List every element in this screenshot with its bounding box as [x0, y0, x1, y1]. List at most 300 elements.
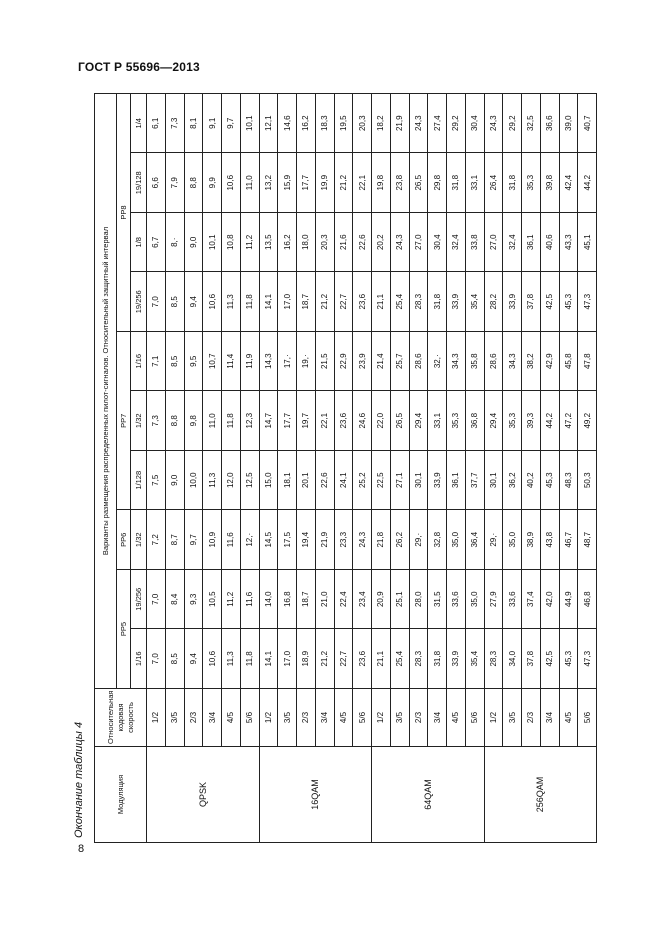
value-cell: 29,2: [503, 94, 522, 154]
value-cell: 21,6: [334, 213, 353, 273]
value-cell: 27,4: [428, 94, 447, 154]
value-cell: 47,3: [578, 629, 597, 689]
pp-group-header: PP7: [117, 332, 131, 511]
value-cell: 17,·: [278, 332, 297, 392]
code-rate-cell: 1/2: [147, 689, 166, 747]
value-cell: 27,0: [484, 213, 503, 273]
value-cell: 29,·: [484, 510, 503, 570]
value-cell: 9,8: [184, 391, 203, 451]
value-cell: 34,3: [447, 332, 466, 392]
table-row: [278, 94, 297, 843]
value-cell: 35,4: [465, 272, 484, 332]
value-cell: 31,8: [428, 272, 447, 332]
value-cell: 21,2: [315, 629, 334, 689]
table-row: [259, 94, 278, 843]
value-cell: 22,7: [334, 272, 353, 332]
value-cell: 37,4: [522, 570, 541, 630]
value-cell: 17,5: [278, 510, 297, 570]
code-rate-cell: 2/3: [522, 689, 541, 747]
value-cell: 22,4: [334, 570, 353, 630]
table-row: [428, 94, 447, 843]
value-cell: 47,2: [559, 391, 578, 451]
value-cell: 14,7: [259, 391, 278, 451]
value-cell: 10,8: [222, 213, 241, 273]
value-cell: 23,6: [334, 391, 353, 451]
value-cell: 37,8: [522, 272, 541, 332]
value-cell: 34,0: [503, 629, 522, 689]
value-cell: 47,3: [578, 272, 597, 332]
value-cell: 11,0: [203, 391, 222, 451]
value-cell: 40,2: [522, 451, 541, 511]
value-cell: 11,6: [222, 510, 241, 570]
value-cell: 25,4: [390, 629, 409, 689]
code-rate-cell: 3/4: [315, 689, 334, 747]
value-cell: 21,8: [372, 510, 391, 570]
value-cell: 9,7: [184, 510, 203, 570]
value-cell: 24,3: [409, 94, 428, 154]
value-cell: 29,2: [447, 94, 466, 154]
value-cell: 12,0: [222, 451, 241, 511]
value-cell: 21,9: [315, 510, 334, 570]
value-cell: 28,3: [409, 629, 428, 689]
value-cell: 24,6: [353, 391, 372, 451]
value-cell: 11,8: [240, 272, 259, 332]
code-rate-cell: 2/3: [184, 689, 203, 747]
value-cell: 23,6: [353, 629, 372, 689]
value-cell: 9,5: [184, 332, 203, 392]
value-cell: 14,3: [259, 332, 278, 392]
value-cell: 21,2: [334, 153, 353, 213]
value-cell: 9,3: [184, 570, 203, 630]
value-cell: 32,4: [447, 213, 466, 273]
value-cell: 10,9: [203, 510, 222, 570]
pp-group-header: PP6: [117, 510, 131, 570]
value-cell: 11,3: [222, 272, 241, 332]
value-cell: 17,7: [278, 391, 297, 451]
value-cell: 34,3: [503, 332, 522, 392]
value-cell: 10,6: [203, 272, 222, 332]
value-cell: 23,6: [353, 272, 372, 332]
value-cell: 16,2: [297, 94, 316, 154]
value-cell: 36,4: [465, 510, 484, 570]
value-cell: 30,4: [465, 94, 484, 154]
value-cell: 22,1: [353, 153, 372, 213]
value-cell: 14,0: [259, 570, 278, 630]
value-cell: 20,1: [297, 451, 316, 511]
value-cell: 11,2: [240, 213, 259, 273]
value-cell: 33,9: [447, 629, 466, 689]
value-cell: 39,3: [522, 391, 541, 451]
value-cell: 35,3: [503, 391, 522, 451]
value-cell: 35,0: [503, 510, 522, 570]
value-cell: 44,9: [559, 570, 578, 630]
value-cell: 11,9: [240, 332, 259, 392]
table-row: [334, 94, 353, 843]
value-cell: 32,4: [503, 213, 522, 273]
value-cell: 11,6: [240, 570, 259, 630]
value-cell: 31,8: [428, 629, 447, 689]
value-cell: 30,1: [409, 451, 428, 511]
value-cell: 17,7: [297, 153, 316, 213]
value-cell: 28,0: [409, 570, 428, 630]
value-cell: 48,7: [578, 510, 597, 570]
value-cell: 20,3: [353, 94, 372, 154]
value-cell: 7,9: [165, 153, 184, 213]
value-cell: 24,3: [353, 510, 372, 570]
value-cell: 45,3: [559, 272, 578, 332]
value-cell: 11,3: [222, 629, 241, 689]
value-cell: 7,1: [147, 332, 166, 392]
value-cell: 36,6: [540, 94, 559, 154]
value-cell: 7,3: [165, 94, 184, 154]
value-cell: 9,0: [165, 451, 184, 511]
value-cell: 42,5: [540, 629, 559, 689]
value-cell: 15,9: [278, 153, 297, 213]
value-cell: 14,1: [259, 272, 278, 332]
value-cell: 9,0: [184, 213, 203, 273]
value-cell: 36,2: [503, 451, 522, 511]
value-cell: 18,1: [278, 451, 297, 511]
table-row: [203, 94, 222, 843]
pp-group-header: PP8: [117, 94, 131, 332]
table-row: [184, 94, 203, 843]
table-row: [353, 94, 372, 843]
guard-interval-header: 19/128: [131, 153, 147, 213]
value-cell: 21,1: [372, 272, 391, 332]
value-cell: 33,8: [465, 213, 484, 273]
table-caption: Окончание таблицы 4: [73, 721, 85, 838]
value-cell: 19,9: [315, 153, 334, 213]
value-cell: 6,7: [147, 213, 166, 273]
value-cell: 35,0: [465, 570, 484, 630]
value-cell: 26,5: [409, 153, 428, 213]
value-cell: 18,3: [315, 94, 334, 154]
value-cell: 10,1: [240, 94, 259, 154]
value-cell: 27,9: [484, 570, 503, 630]
document-header: ГОСТ Р 55696—2013: [78, 60, 200, 74]
value-cell: 45,3: [540, 451, 559, 511]
value-cell: 23,9: [353, 332, 372, 392]
value-cell: 8,7: [165, 510, 184, 570]
value-cell: 22,7: [334, 629, 353, 689]
value-cell: 27,1: [390, 451, 409, 511]
guard-interval-header: 1/16: [131, 332, 147, 392]
value-cell: 14,1: [259, 629, 278, 689]
value-cell: 39,0: [559, 94, 578, 154]
value-cell: 21,1: [372, 629, 391, 689]
value-cell: 8,8: [165, 391, 184, 451]
value-cell: 42,4: [559, 153, 578, 213]
modulation-cell: 256QAM: [484, 747, 597, 843]
table-row: [447, 94, 466, 843]
value-cell: 11,4: [222, 332, 241, 392]
value-cell: 12,1: [259, 94, 278, 154]
table-row: [315, 94, 334, 843]
value-cell: 31,8: [503, 153, 522, 213]
value-cell: 18,9: [297, 629, 316, 689]
value-cell: 23,3: [334, 510, 353, 570]
value-cell: 36,1: [447, 451, 466, 511]
value-cell: 9,7: [222, 94, 241, 154]
guard-interval-header: 19/256: [131, 570, 147, 630]
value-cell: 44,2: [578, 153, 597, 213]
value-cell: 43,3: [559, 213, 578, 273]
guard-interval-header: 1/4: [131, 94, 147, 154]
value-cell: 12,3: [240, 391, 259, 451]
guard-interval-header: 19/256: [131, 272, 147, 332]
value-cell: 7,0: [147, 570, 166, 630]
value-cell: 9,1: [203, 94, 222, 154]
value-cell: 39,8: [540, 153, 559, 213]
code-rate-cell: 4/5: [222, 689, 241, 747]
value-cell: 35,3: [522, 153, 541, 213]
table-row: [522, 94, 541, 843]
table-row: [559, 94, 578, 843]
value-cell: 29,·: [409, 510, 428, 570]
guard-interval-header: 1/16: [131, 629, 147, 689]
value-cell: 11,8: [222, 391, 241, 451]
value-cell: 33,1: [465, 153, 484, 213]
value-cell: 9,9: [203, 153, 222, 213]
code-rate-cell: 5/6: [353, 689, 372, 747]
code-rate-cell: 1/2: [372, 689, 391, 747]
value-cell: 19,·: [297, 332, 316, 392]
value-cell: 38,9: [522, 510, 541, 570]
pp-group-header: PP5: [117, 570, 131, 689]
value-cell: 24,3: [484, 94, 503, 154]
value-cell: 16,2: [278, 213, 297, 273]
code-rate-cell: 1/2: [259, 689, 278, 747]
value-cell: 12,·: [240, 510, 259, 570]
value-cell: 43,8: [540, 510, 559, 570]
code-rate-cell: 1/2: [484, 689, 503, 747]
modulation-cell: QPSK: [147, 747, 260, 843]
table-row: [297, 94, 316, 843]
value-cell: 9,4: [184, 629, 203, 689]
value-cell: 32,8: [428, 510, 447, 570]
table-row: [390, 94, 409, 843]
value-cell: 8,1: [184, 94, 203, 154]
value-cell: 33,9: [428, 451, 447, 511]
value-cell: 22,6: [315, 451, 334, 511]
value-cell: 22,5: [372, 451, 391, 511]
value-cell: 28,3: [484, 629, 503, 689]
value-cell: 28,3: [409, 272, 428, 332]
value-cell: 26,5: [390, 391, 409, 451]
code-rate-cell: 2/3: [409, 689, 428, 747]
modulation-cell: 64QAM: [372, 747, 485, 843]
value-cell: 8,4: [165, 570, 184, 630]
value-cell: 45,1: [578, 213, 597, 273]
value-cell: 6,6: [147, 153, 166, 213]
value-cell: 6,1: [147, 94, 166, 154]
code-rate-cell: 3/4: [203, 689, 222, 747]
value-cell: 13,5: [259, 213, 278, 273]
value-cell: 19,5: [334, 94, 353, 154]
value-cell: 42,5: [540, 272, 559, 332]
value-cell: 14,6: [278, 94, 297, 154]
value-cell: 33,6: [447, 570, 466, 630]
value-cell: 44,2: [540, 391, 559, 451]
value-cell: 11,3: [203, 451, 222, 511]
code-rate-cell: 2/3: [297, 689, 316, 747]
value-cell: 20,9: [372, 570, 391, 630]
value-cell: 22,6: [353, 213, 372, 273]
value-cell: 22,9: [334, 332, 353, 392]
value-cell: 28,2: [484, 272, 503, 332]
table-row: [147, 94, 166, 843]
value-cell: 14,5: [259, 510, 278, 570]
guard-interval-header: 1/32: [131, 391, 147, 451]
code-rate-cell: 3/4: [540, 689, 559, 747]
value-cell: 18,0: [297, 213, 316, 273]
value-cell: 19,4: [297, 510, 316, 570]
code-rate-cell: 3/5: [278, 689, 297, 747]
value-cell: 33,9: [447, 272, 466, 332]
value-cell: 36,8: [465, 391, 484, 451]
value-cell: 35,0: [447, 510, 466, 570]
value-cell: 46,8: [578, 570, 597, 630]
code-rate-header: Относительная кодовая скорость: [95, 689, 147, 747]
table-container: [94, 93, 597, 843]
value-cell: 27,0: [409, 213, 428, 273]
value-cell: 7,2: [147, 510, 166, 570]
guard-interval-header: 1/32: [131, 510, 147, 570]
value-cell: 21,9: [390, 94, 409, 154]
value-cell: 10,5: [203, 570, 222, 630]
code-rate-cell: 3/5: [503, 689, 522, 747]
value-cell: 20,3: [315, 213, 334, 273]
value-cell: 40,6: [540, 213, 559, 273]
value-cell: 29,4: [409, 391, 428, 451]
value-cell: 35,3: [447, 391, 466, 451]
table-row: [222, 94, 241, 843]
value-cell: 7,3: [147, 391, 166, 451]
value-cell: 15,0: [259, 451, 278, 511]
value-cell: 10,6: [222, 153, 241, 213]
value-cell: 21,5: [315, 332, 334, 392]
code-rate-cell: 5/6: [240, 689, 259, 747]
value-cell: 42,0: [540, 570, 559, 630]
value-cell: 22,1: [315, 391, 334, 451]
value-cell: 31,8: [447, 153, 466, 213]
value-cell: 48,3: [559, 451, 578, 511]
value-cell: 35,8: [465, 332, 484, 392]
code-rate-cell: 5/6: [465, 689, 484, 747]
table-row: [578, 94, 597, 843]
value-cell: 10,0: [184, 451, 203, 511]
guard-interval-header: 1/128: [131, 451, 147, 511]
value-cell: 8,5: [165, 272, 184, 332]
value-cell: 40,7: [578, 94, 597, 154]
value-cell: 37,8: [522, 629, 541, 689]
modulation-cell: 16QAM: [259, 747, 372, 843]
table-row: [372, 94, 391, 843]
value-cell: 11,2: [222, 570, 241, 630]
code-rate-cell: 3/5: [390, 689, 409, 747]
code-rate-cell: 4/5: [559, 689, 578, 747]
variants-header: Варианты размещения распределенных пилот-сигналов. Относительный защитный интервал: [95, 94, 117, 689]
table-row: [409, 94, 428, 843]
table-row: [484, 94, 503, 843]
value-cell: 11,8: [240, 629, 259, 689]
value-cell: 18,7: [297, 272, 316, 332]
value-cell: 21,4: [372, 332, 391, 392]
value-cell: 10,1: [203, 213, 222, 273]
value-cell: 30,4: [428, 213, 447, 273]
value-cell: 8,8: [184, 153, 203, 213]
value-cell: 19,7: [297, 391, 316, 451]
value-cell: 7,5: [147, 451, 166, 511]
value-cell: 23,8: [390, 153, 409, 213]
value-cell: 49,2: [578, 391, 597, 451]
table-row: [165, 94, 184, 843]
guard-interval-header: 1/8: [131, 213, 147, 273]
value-cell: 17,0: [278, 629, 297, 689]
value-cell: 11,0: [240, 153, 259, 213]
value-cell: 26,2: [390, 510, 409, 570]
value-cell: 45,8: [559, 332, 578, 392]
value-cell: 21,0: [315, 570, 334, 630]
value-cell: 42,9: [540, 332, 559, 392]
value-cell: 8,5: [165, 332, 184, 392]
value-cell: 25,7: [390, 332, 409, 392]
value-cell: 19,8: [372, 153, 391, 213]
table-row: [503, 94, 522, 843]
value-cell: 32,5: [522, 94, 541, 154]
value-cell: 22,0: [372, 391, 391, 451]
value-cell: 35,4: [465, 629, 484, 689]
value-cell: 32,·: [428, 332, 447, 392]
code-rate-cell: 3/5: [165, 689, 184, 747]
value-cell: 20,2: [372, 213, 391, 273]
value-cell: 30,1: [484, 451, 503, 511]
code-rate-cell: 4/5: [447, 689, 466, 747]
value-cell: 25,4: [390, 272, 409, 332]
value-cell: 16,8: [278, 570, 297, 630]
code-rate-cell: 5/6: [578, 689, 597, 747]
value-cell: 38,2: [522, 332, 541, 392]
value-cell: 47,8: [578, 332, 597, 392]
code-rate-cell: 3/4: [428, 689, 447, 747]
value-cell: 18,7: [297, 570, 316, 630]
value-cell: 33,1: [428, 391, 447, 451]
value-cell: 28,6: [409, 332, 428, 392]
value-cell: 23,4: [353, 570, 372, 630]
value-cell: 24,1: [334, 451, 353, 511]
value-cell: 46,7: [559, 510, 578, 570]
value-cell: 21,2: [315, 272, 334, 332]
code-rate-cell: 4/5: [334, 689, 353, 747]
table-row: [540, 94, 559, 843]
table-row: [465, 94, 484, 843]
table-body: [147, 94, 597, 843]
value-cell: 17,0: [278, 272, 297, 332]
value-cell: 33,6: [503, 570, 522, 630]
value-cell: 25,2: [353, 451, 372, 511]
value-cell: 10,7: [203, 332, 222, 392]
value-cell: 25,1: [390, 570, 409, 630]
value-cell: 31,5: [428, 570, 447, 630]
value-cell: 33,9: [503, 272, 522, 332]
value-cell: 12,5: [240, 451, 259, 511]
value-cell: 50,3: [578, 451, 597, 511]
value-cell: 29,4: [484, 391, 503, 451]
table-row: [240, 94, 259, 843]
data-table: [94, 93, 597, 843]
value-cell: 24,3: [390, 213, 409, 273]
value-cell: 45,3: [559, 629, 578, 689]
